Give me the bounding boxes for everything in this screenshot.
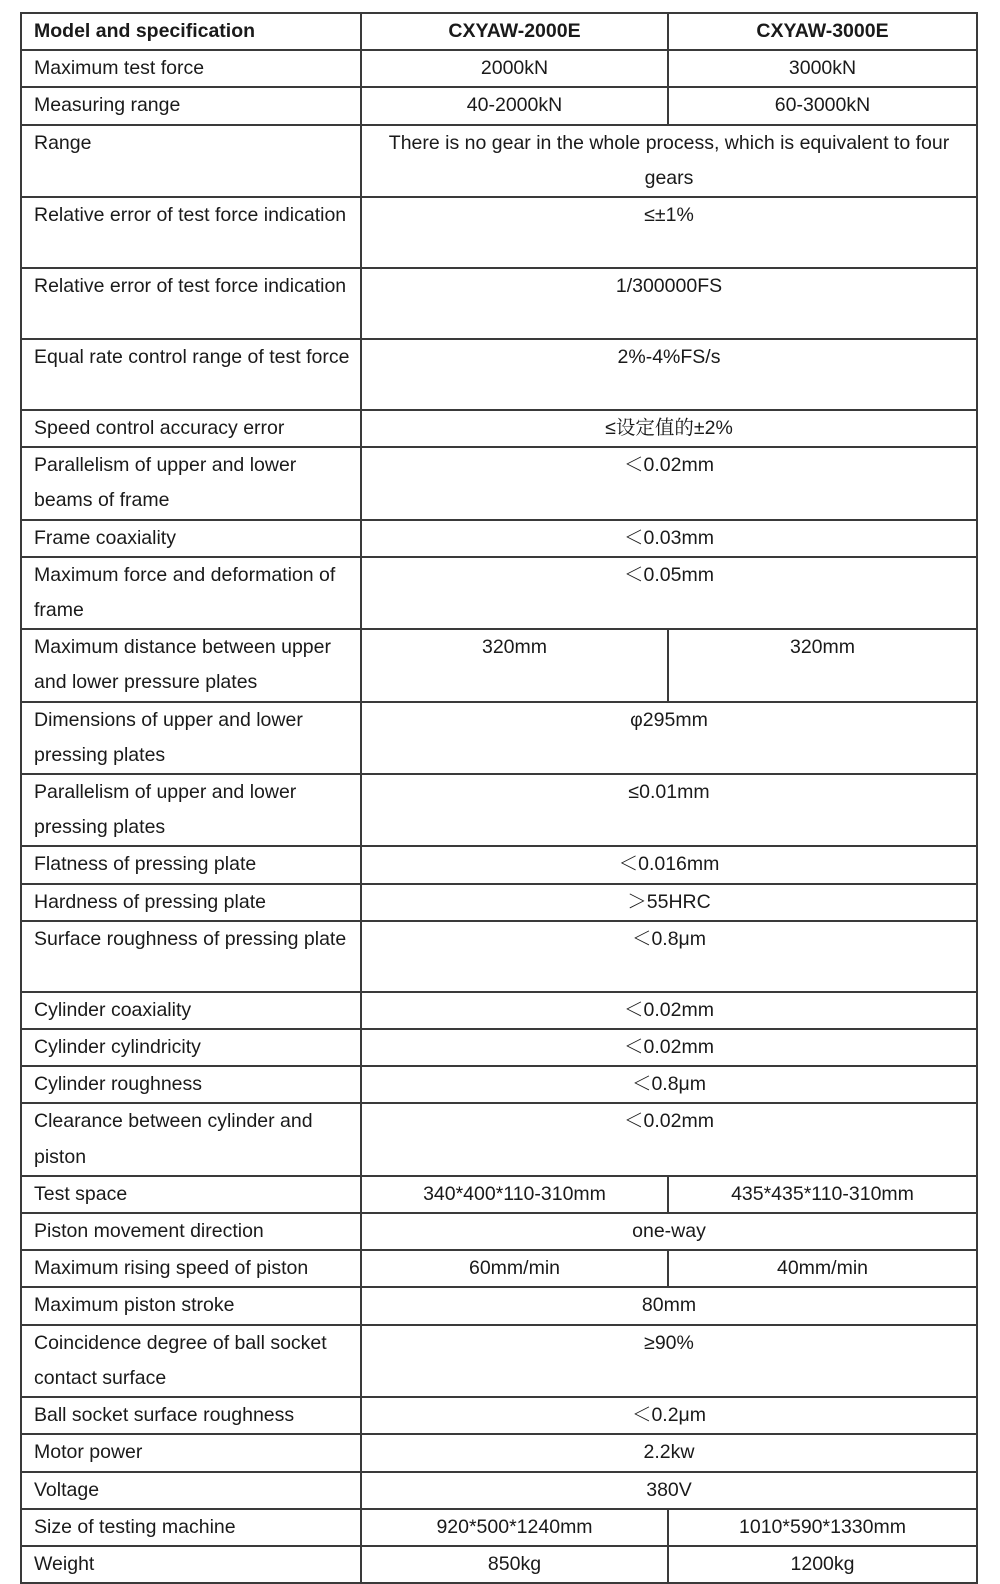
row-value-b: 435*435*110-310mm: [668, 1176, 977, 1213]
row-value: There is no gear in the whole process, which is equivalent to four gears: [361, 125, 977, 197]
row-label: Test space: [21, 1176, 361, 1213]
table-row: [21, 1029, 977, 1066]
row-label: Ball socket surface roughness: [21, 1397, 361, 1434]
spec-table: [20, 12, 978, 1584]
row-label: Motor power: [21, 1434, 361, 1471]
row-value: ＜0.02mm: [361, 1103, 977, 1175]
table-row: [21, 1434, 977, 1471]
row-value: 2.2kw: [361, 1434, 977, 1471]
row-value: ＜0.2μm: [361, 1397, 977, 1434]
row-value: 1/300000FS: [361, 268, 977, 339]
row-label: Maximum force and deformation of frame: [21, 557, 361, 629]
row-label: Cylinder cylindricity: [21, 1029, 361, 1066]
row-label: Dimensions of upper and lower pressing plates: [21, 702, 361, 774]
row-value: ≤设定值的±2%: [361, 410, 977, 447]
table-row: [21, 884, 977, 921]
row-value: ＞55HRC: [361, 884, 977, 921]
row-value-b: 40mm/min: [668, 1250, 977, 1287]
row-label: Relative error of test force indication: [21, 197, 361, 268]
row-value: ≤±1%: [361, 197, 977, 268]
table-row: [21, 447, 977, 519]
row-label: Maximum distance between upper and lower pressure plates: [21, 629, 361, 701]
table-row: [21, 1546, 977, 1583]
header-row: [21, 13, 977, 50]
row-value-b: 1200kg: [668, 1546, 977, 1583]
row-value-b: 60-3000kN: [668, 87, 977, 124]
row-label: Flatness of pressing plate: [21, 846, 361, 883]
row-value: ＜0.016mm: [361, 846, 977, 883]
table-row: [21, 921, 977, 992]
row-label: Weight: [21, 1546, 361, 1583]
table-row: [21, 992, 977, 1029]
row-label: Frame coaxiality: [21, 520, 361, 557]
row-value: 80mm: [361, 1287, 977, 1324]
row-value-a: 40-2000kN: [361, 87, 668, 124]
row-value: ＜0.02mm: [361, 447, 977, 519]
row-value-a: 2000kN: [361, 50, 668, 87]
row-label: Equal rate control range of test force: [21, 339, 361, 410]
row-label: Piston movement direction: [21, 1213, 361, 1250]
row-label: Maximum rising speed of piston: [21, 1250, 361, 1287]
table-row: [21, 1103, 977, 1175]
row-value: 2%-4%FS/s: [361, 339, 977, 410]
row-label: Surface roughness of pressing plate: [21, 921, 361, 992]
row-value: φ295mm: [361, 702, 977, 774]
row-value-a: 920*500*1240mm: [361, 1509, 668, 1546]
table-row: [21, 1472, 977, 1509]
table-row: [21, 1397, 977, 1434]
row-value: ＜0.02mm: [361, 1029, 977, 1066]
table-row: [21, 702, 977, 774]
row-value: ＜0.05mm: [361, 557, 977, 629]
table-row: [21, 557, 977, 629]
row-value-a: 320mm: [361, 629, 668, 701]
row-value: ＜0.8μm: [361, 921, 977, 992]
row-label: Clearance between cylinder and piston: [21, 1103, 361, 1175]
row-label: Voltage: [21, 1472, 361, 1509]
row-label: Maximum test force: [21, 50, 361, 87]
row-label: Maximum piston stroke: [21, 1287, 361, 1324]
table-row: [21, 87, 977, 124]
row-value-a: 340*400*110-310mm: [361, 1176, 668, 1213]
header-model-a: CXYAW-2000E: [361, 13, 668, 50]
row-value: ＜0.03mm: [361, 520, 977, 557]
table-row: [21, 197, 977, 268]
table-row: [21, 1066, 977, 1103]
row-value: ＜0.02mm: [361, 992, 977, 1029]
row-value: ＜0.8μm: [361, 1066, 977, 1103]
table-row: [21, 268, 977, 339]
row-value-b: 1010*590*1330mm: [668, 1509, 977, 1546]
row-label: Cylinder roughness: [21, 1066, 361, 1103]
table-row: [21, 1213, 977, 1250]
table-row: [21, 410, 977, 447]
row-label: Parallelism of upper and lower beams of frame: [21, 447, 361, 519]
row-value-b: 3000kN: [668, 50, 977, 87]
row-label: Measuring range: [21, 87, 361, 124]
table-row: [21, 1287, 977, 1324]
row-label: Hardness of pressing plate: [21, 884, 361, 921]
row-label: Relative error of test force indication: [21, 268, 361, 339]
row-label: Coincidence degree of ball socket contact surface: [21, 1325, 361, 1397]
row-value: ≥90%: [361, 1325, 977, 1397]
row-label: Parallelism of upper and lower pressing plates: [21, 774, 361, 846]
table-row: [21, 125, 977, 197]
row-value: ≤0.01mm: [361, 774, 977, 846]
table-row: [21, 629, 977, 701]
row-label: Range: [21, 125, 361, 197]
table-row: [21, 1325, 977, 1397]
table-row: [21, 339, 977, 410]
row-value: 380V: [361, 1472, 977, 1509]
row-value-a: 60mm/min: [361, 1250, 668, 1287]
table-row: [21, 1509, 977, 1546]
row-value: one-way: [361, 1213, 977, 1250]
table-row: [21, 520, 977, 557]
header-label: Model and specification: [21, 13, 361, 50]
table-row: [21, 774, 977, 846]
header-model-b: CXYAW-3000E: [668, 13, 977, 50]
table-row: [21, 1250, 977, 1287]
row-value-a: 850kg: [361, 1546, 668, 1583]
table-row: [21, 1176, 977, 1213]
row-label: Speed control accuracy error: [21, 410, 361, 447]
row-label: Size of testing machine: [21, 1509, 361, 1546]
table-row: [21, 846, 977, 883]
row-label: Cylinder coaxiality: [21, 992, 361, 1029]
row-value-b: 320mm: [668, 629, 977, 701]
table-row: [21, 50, 977, 87]
